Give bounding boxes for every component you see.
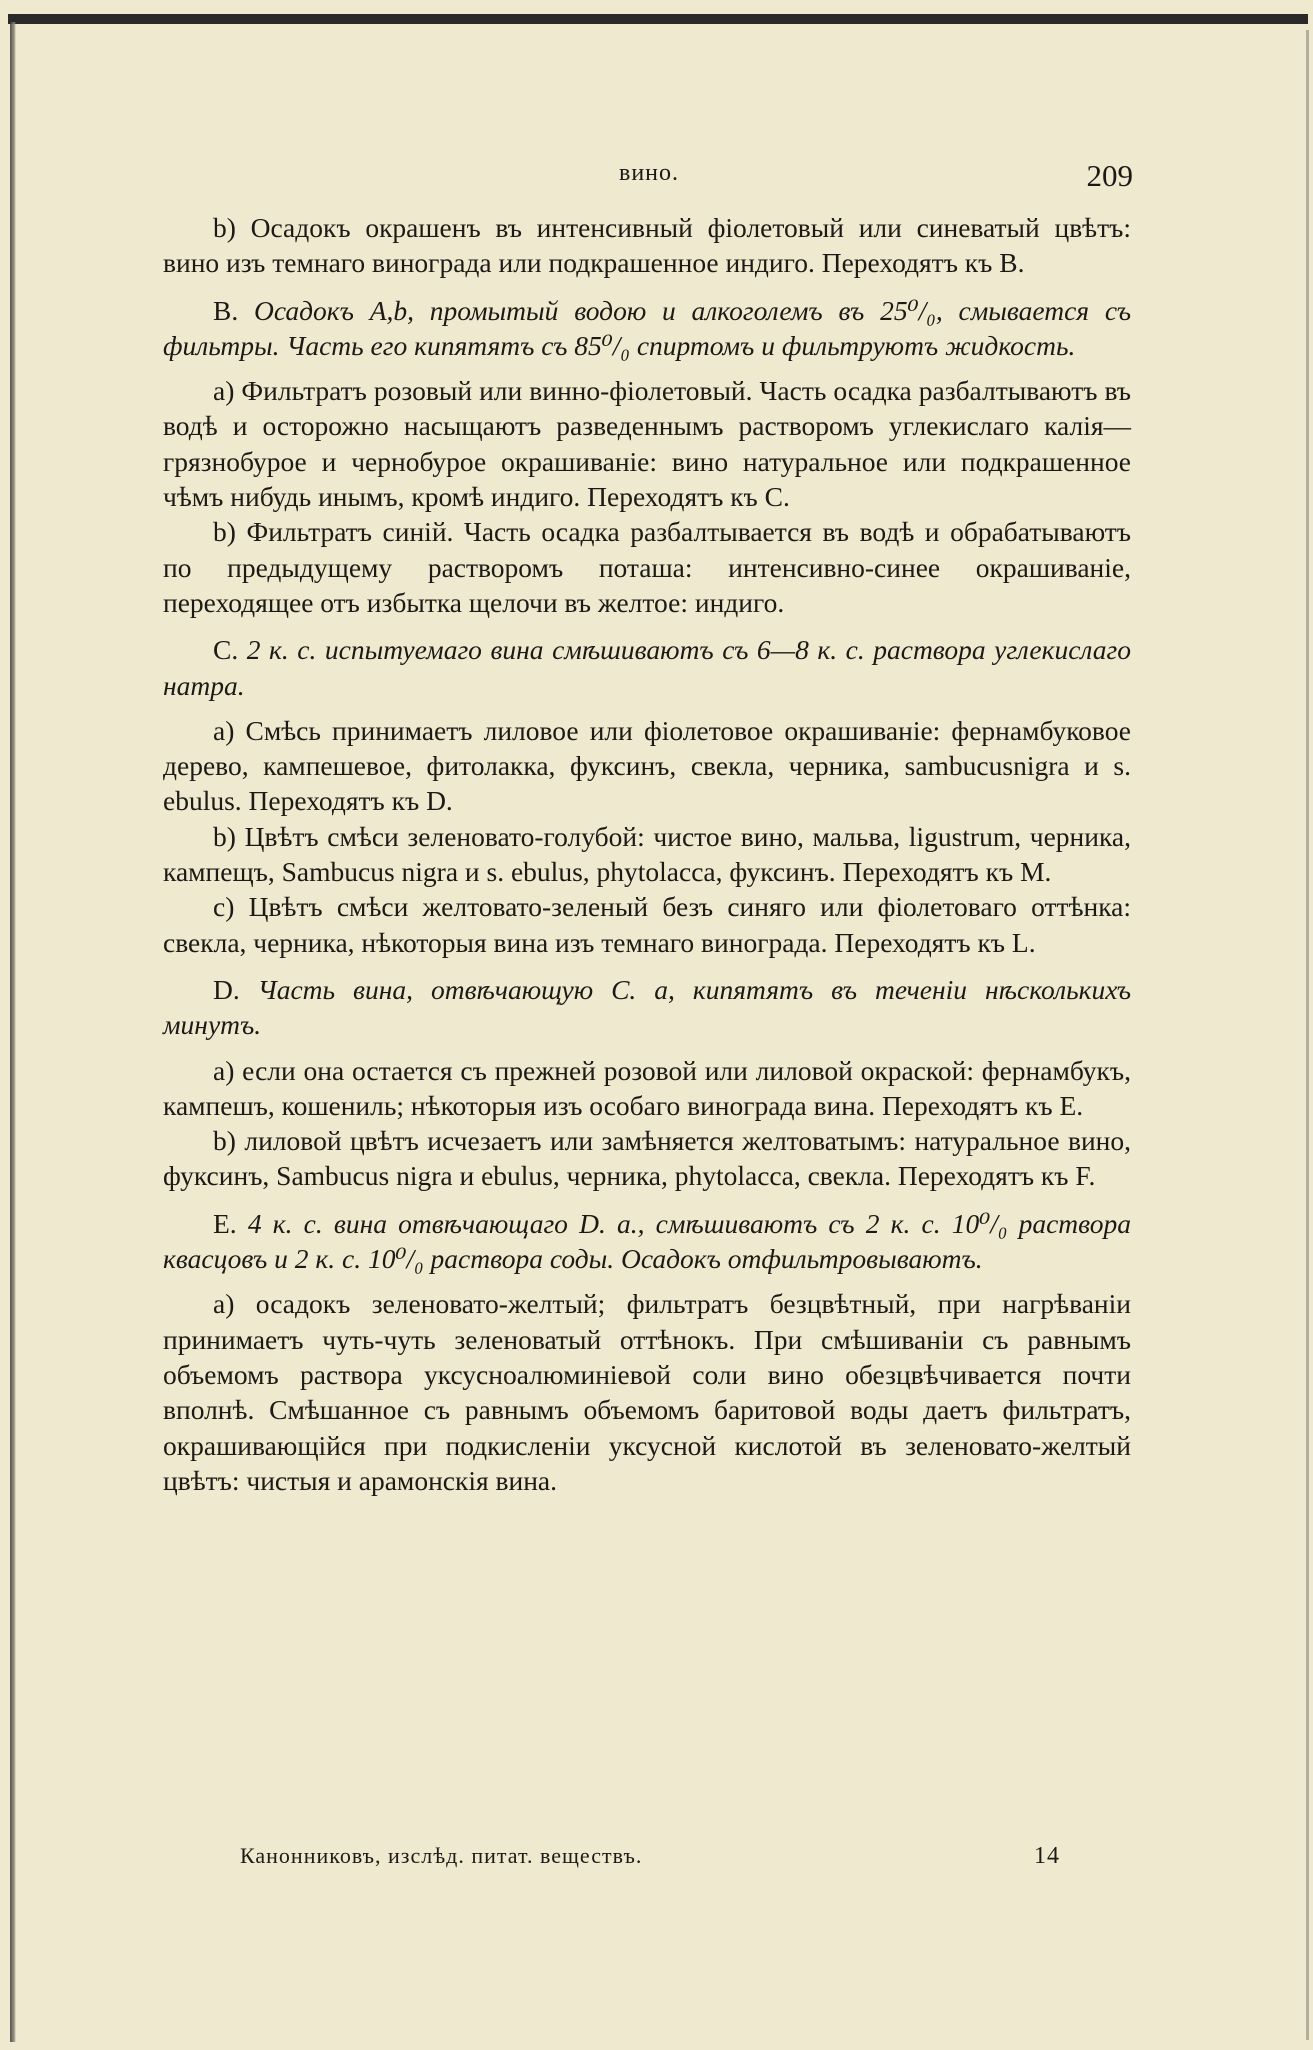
page-number: 209 xyxy=(1086,158,1133,193)
item-label: a) xyxy=(213,1054,235,1086)
footer-imprint: Канонниковъ, изслѣд. питат. веществъ. xyxy=(240,1843,643,1868)
item-label: b) xyxy=(213,1125,236,1157)
section-heading xyxy=(163,632,1131,703)
paragraph-text: если она остается съ прежней розовой или лиловой окраской: фернамбукъ, кампешъ, кошениль; нѣкоторыя изъ особаго винограда вина. Переходятъ къ Е. xyxy=(163,1054,1132,1121)
paragraph-text: Цвѣтъ смѣси желтовато-зеленый безъ синяго или фіолетоваго оттѣнка: свекла, черника, нѣкоторыя вина изъ темнаго винограда. Переходятъ къ L. xyxy=(163,891,1132,958)
paragraph xyxy=(163,210,1131,281)
item-label: b) xyxy=(213,516,236,548)
paragraph-text: осадокъ зеленовато-желтый; фильтратъ безцвѣтный, при нагрѣваніи принимаетъ чуть-чуть зеленоватый оттѣнокъ. При смѣшиваніи съ равнымъ объемомъ раствора уксусноалюминіевой соли вино обезцвѣчивается почти вполнѣ. Смѣшанное съ равнымъ объемомъ баритовой воды даетъ фильтратъ, окрашивающійся при подкисленіи уксусной кислотой въ зеленовато-желтый цвѣтъ: чистыя и арамонскія вина. xyxy=(163,1288,1131,1496)
item-label: c) xyxy=(213,891,235,923)
paragraph-text: Цвѣтъ смѣси зеленовато-голубой: чистое вино, мальва, ligustrum, черника, кампещъ, Sambucus nigra и s. ebulus, phytolacca, фуксинъ. Переходятъ къ М. xyxy=(163,820,1131,888)
paragraph-text: Смѣсь принимаетъ лиловое или фіолетовое окрашиваніе: фернамбуковое дерево, кампешевое, фитолакка, фуксинъ, свекла, черника, sambucusnigra и s. ebulus. Переходятъ къ D. xyxy=(163,714,1132,817)
scan-left-edge xyxy=(10,22,16,2042)
section-text: 4 к. с. вина отвѣчающаго D. а., смѣшиваютъ съ 2 к. с. 10⁰/₀ раствора квасцовъ и 2 к. с. 10⁰/₀ раствора соды. Осадокъ отфильтровываютъ. xyxy=(163,1207,1131,1275)
item-label: b) xyxy=(213,212,236,243)
paragraph-text: лиловой цвѣтъ исчезаетъ или замѣняется желтоватымъ: натуральное вино, фуксинъ, Sambucus nigra и ebulus, черника, phytolacca, свекла. Переходятъ къ F. xyxy=(163,1125,1131,1192)
section-text: 2 к. с. испытуемаго вина смѣшиваютъ съ 6—8 к. с. раствора углекислаго натра. xyxy=(163,634,1131,701)
section-heading xyxy=(163,972,1131,1043)
running-head: вино. xyxy=(618,160,680,186)
item-label: b) xyxy=(213,820,236,852)
paragraph-text: Фильтратъ синій. Часть осадка разбалтывается въ водѣ и обрабатываютъ по предыдущему растворомъ поташа: интенсивно-синее окрашиваніе, переходящее отъ избытка щелочи въ желтое: индиго. xyxy=(163,516,1132,618)
paragraph xyxy=(163,514,1131,620)
section-heading xyxy=(163,293,1131,364)
paragraph xyxy=(163,1286,1131,1498)
paragraph xyxy=(163,1123,1131,1194)
section-text: Часть вина, отвѣчающую С. а, кипятятъ въ теченіи нѣсколькихъ минутъ. xyxy=(163,973,1132,1041)
section-label: C. xyxy=(213,634,239,666)
section-label: B. xyxy=(213,294,239,326)
body-text xyxy=(163,210,1131,1498)
scan-right-edge xyxy=(1306,30,1309,2040)
paragraph-text: Осадокъ окрашенъ въ интенсивный фіолетовый или синеватый цвѣтъ: вино изъ темнаго винограда или подкрашенное индиго. Переходятъ къ В. xyxy=(163,212,1131,279)
paragraph xyxy=(163,373,1131,514)
section-label: E. xyxy=(213,1207,237,1239)
paragraph xyxy=(163,713,1131,819)
paragraph xyxy=(163,889,1131,960)
signature-mark: 14 xyxy=(1034,1843,1060,1869)
paragraph xyxy=(163,819,1131,890)
paragraph-text: Фильтратъ розовый или винно-фіолетовый. Часть осадка разбалтываютъ въ водѣ и осторожно насыщаютъ разведеннымъ растворомъ углекислаго калія—грязнобурое и чернобурое окрашиваніе: вино натуральное или подкрашенное чѣмъ нибудь инымъ, кромѣ индиго. Переходятъ къ С. xyxy=(163,375,1132,513)
paragraph xyxy=(163,1053,1131,1124)
item-label: a) xyxy=(213,1288,235,1320)
section-label: D. xyxy=(213,973,240,1005)
section-heading xyxy=(163,1206,1131,1277)
page-footer xyxy=(240,1843,1060,1877)
item-label: a) xyxy=(213,714,235,746)
item-label: a) xyxy=(213,375,235,407)
page-header xyxy=(165,158,1133,198)
scan-top-border xyxy=(8,14,1308,24)
section-text: Осадокъ А,b, промытый водою и алкоголемъ въ 25⁰/₀, смывается съ фильтры. Часть его кипятятъ съ 85⁰/₀ спиртомъ и фильтруютъ жидкость. xyxy=(163,294,1131,361)
